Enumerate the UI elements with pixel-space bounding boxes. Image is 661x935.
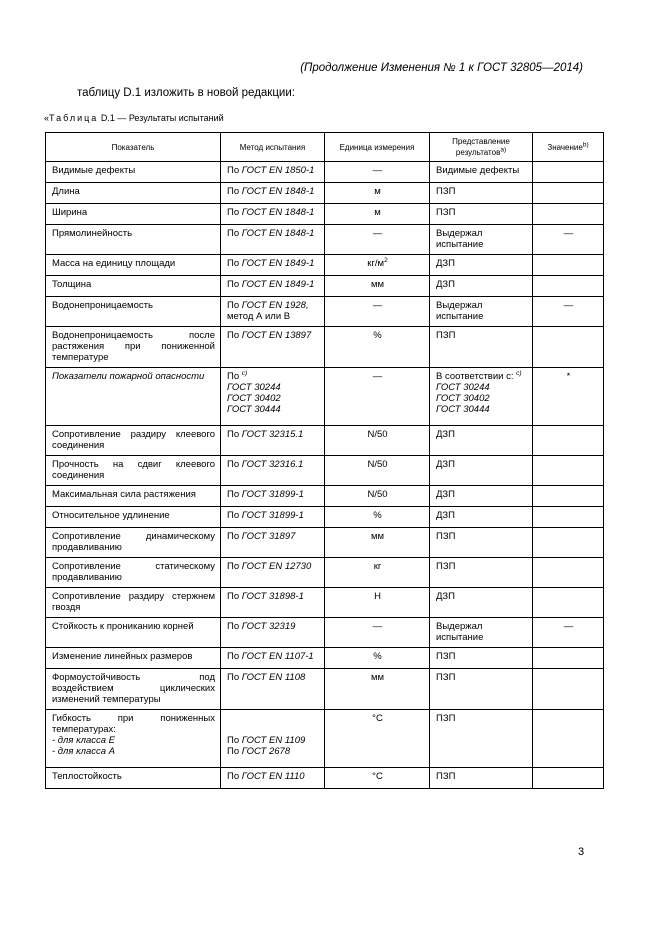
representation-cell (430, 528, 533, 558)
indicator-text: Ширина (52, 207, 88, 218)
table-caption: «Таблица D.1 — Результаты испытаний (44, 113, 224, 123)
table-row (46, 297, 604, 327)
value-cell (533, 588, 604, 618)
unit-cell (325, 507, 430, 528)
method-cell (221, 225, 325, 255)
unit-text: м (374, 186, 381, 197)
table-row (46, 618, 604, 648)
method-cell (221, 255, 325, 276)
representation-text: Видимые дефекты (436, 165, 520, 176)
indicator-subtext: - для класса А (52, 746, 116, 757)
value-cell (533, 183, 604, 204)
method-standard: ГОСТ 30244 (227, 382, 281, 393)
method-cell (221, 297, 325, 327)
method-cell (221, 426, 325, 456)
unit-text: % (373, 330, 382, 341)
value-cell (533, 368, 604, 426)
representation-text: ПЗП (436, 186, 456, 197)
representation-text: ПЗП (436, 561, 456, 572)
value-cell (533, 426, 604, 456)
method-cell (221, 162, 325, 183)
indicator-text: Сопротивление статическому продавливанию (52, 561, 215, 583)
indicator-text: Сопротивление раздиру клеевого соединения (52, 429, 215, 451)
method-standard: ГОСТ EN 1108 (241, 672, 306, 683)
table-row (46, 276, 604, 297)
representation-text: ПЗП (436, 771, 456, 782)
method-standard: ГОСТ EN 1848-1 (241, 228, 315, 239)
value-cell (533, 618, 604, 648)
value-text: * (566, 371, 571, 382)
indicator-text: Водонепроницаемость после растяжения при пониженной температуре (52, 330, 215, 363)
value-cell (533, 225, 604, 255)
indicator-cell (46, 528, 221, 558)
unit-text: кг/м (367, 258, 385, 269)
value-cell (533, 710, 604, 768)
representation-cell (430, 204, 533, 225)
representation-text: Выдержал испытание (436, 228, 484, 250)
representation-text: Выдержал испытание (436, 300, 484, 322)
method-prefix: По (227, 279, 242, 290)
method-prefix: По (227, 735, 242, 746)
table-row (46, 255, 604, 276)
page-number: 3 (578, 846, 585, 858)
unit-cell (325, 456, 430, 486)
representation-text: ДЗП (436, 258, 455, 269)
unit-superscript: 2 (384, 256, 388, 264)
representation-cell (430, 768, 533, 789)
method-cell (221, 456, 325, 486)
results-table (45, 132, 604, 789)
unit-text: мм (370, 279, 385, 290)
method-standard: ГОСТ 31899-1 (241, 489, 304, 500)
representation-text: ПЗП (436, 330, 456, 341)
indicator-cell (46, 204, 221, 225)
table-row (46, 710, 604, 768)
document-header: (Продолжение Изменения № 1 к ГОСТ 32805—2014) (300, 62, 583, 74)
method-prefix: По (227, 330, 242, 341)
unit-text: N/50 (367, 489, 388, 500)
method-standard: ГОСТ EN 1848-1 (241, 186, 315, 197)
indicator-cell (46, 368, 221, 426)
method-prefix: По (227, 228, 242, 239)
value-cell (533, 276, 604, 297)
unit-text: мм (370, 672, 385, 683)
unit-cell (325, 669, 430, 710)
unit-cell (325, 486, 430, 507)
representation-text: ДЗП (436, 510, 455, 521)
method-cell (221, 486, 325, 507)
method-prefix: По (227, 531, 242, 542)
method-standard: ГОСТ 32319 (241, 621, 296, 632)
method-prefix: По (227, 561, 242, 572)
indicator-text: Стойкость к прониканию корней (52, 621, 194, 632)
method-variant: метод А или В (227, 311, 291, 322)
indicator-cell (46, 327, 221, 368)
method-cell (221, 276, 325, 297)
method-cell (221, 368, 325, 426)
unit-cell (325, 426, 430, 456)
indicator-cell (46, 183, 221, 204)
method-cell (221, 558, 325, 588)
representation-text: Выдержал испытание (436, 621, 484, 643)
value-cell (533, 528, 604, 558)
unit-cell (325, 618, 430, 648)
method-cell (221, 588, 325, 618)
indicator-text: Теплостойкость (52, 771, 122, 782)
representation-text: ПЗП (436, 531, 456, 542)
representation-text: ПЗП (436, 713, 456, 724)
representation-text: ДЗП (436, 591, 455, 602)
unit-cell (325, 225, 430, 255)
value-cell (533, 669, 604, 710)
indicator-text: Масса на единицу площади (52, 258, 176, 269)
method-standard: ГОСТ EN 1850-1 (241, 165, 315, 176)
table-row (46, 204, 604, 225)
method-prefix: По (227, 510, 242, 521)
method-prefix: По (227, 207, 242, 218)
representation-text: ПЗП (436, 207, 456, 218)
representation-text: ДЗП (436, 279, 455, 290)
indicator-cell (46, 276, 221, 297)
method-prefix: По (227, 300, 242, 311)
indicator-cell (46, 710, 221, 768)
value-cell (533, 255, 604, 276)
indicator-text: Прочность на сдвиг клеевого соединения (52, 459, 215, 481)
indicator-cell (46, 669, 221, 710)
unit-text: % (373, 651, 382, 662)
representation-cell (430, 225, 533, 255)
unit-cell (325, 297, 430, 327)
col-header-method: Метод испытания (221, 133, 325, 162)
unit-cell (325, 648, 430, 669)
table-row (46, 368, 604, 426)
value-text: — (563, 228, 574, 239)
col-header-value: Значение$^{b)}$ (533, 133, 604, 162)
representation-cell (430, 710, 533, 768)
method-prefix: По (227, 489, 242, 500)
unit-cell (325, 710, 430, 768)
method-standard: ГОСТ 30444 (227, 404, 281, 415)
method-cell (221, 618, 325, 648)
unit-cell (325, 276, 430, 297)
table-row (46, 768, 604, 789)
method-cell (221, 327, 325, 368)
indicator-cell (46, 558, 221, 588)
unit-text: — (372, 300, 383, 311)
intro-text: таблицу D.1 изложить в новой редакции: (77, 87, 295, 99)
indicator-text: Формоустойчивость под воздействием циклических изменений температуры (52, 672, 215, 705)
value-text: — (563, 621, 574, 632)
indicator-text: Сопротивление динамическому продавливанию (52, 531, 215, 553)
unit-text: Н (374, 591, 381, 602)
value-cell (533, 558, 604, 588)
value-cell (533, 486, 604, 507)
method-prefix: По (227, 651, 242, 662)
unit-cell (325, 327, 430, 368)
method-cell (221, 183, 325, 204)
indicator-text: Толщина (52, 279, 92, 290)
unit-text: N/50 (367, 459, 388, 470)
indicator-text: Видимые дефекты (52, 165, 136, 176)
table-row (46, 588, 604, 618)
unit-text: мм (370, 531, 385, 542)
value-cell (533, 162, 604, 183)
indicator-text: Изменение линейных размеров (52, 651, 193, 662)
representation-cell (430, 618, 533, 648)
representation-cell (430, 183, 533, 204)
method-prefix: По (227, 165, 242, 176)
table-row (46, 528, 604, 558)
indicator-cell (46, 255, 221, 276)
unit-text: — (372, 621, 383, 632)
col-header-indicator: Показатель (46, 133, 221, 162)
method-standard: ГОСТ EN 1109 (241, 735, 306, 746)
representation-cell (430, 456, 533, 486)
value-cell (533, 768, 604, 789)
col-header-unit: Единица измерения (325, 133, 430, 162)
table-row (46, 426, 604, 456)
method-standard: ГОСТ 32315.1 (241, 429, 304, 440)
representation-cell (430, 368, 533, 426)
value-cell (533, 327, 604, 368)
method-standard: ГОСТ 30402 (227, 393, 281, 404)
method-standard: ГОСТ EN 13897 (241, 330, 312, 341)
method-prefix: По (227, 746, 242, 757)
unit-text: кг (373, 561, 382, 572)
method-standard: ГОСТ 2678 (241, 746, 291, 757)
indicator-cell (46, 648, 221, 669)
representation-cell (430, 255, 533, 276)
indicator-text: Гибкость при пониженных температурах: (52, 713, 215, 735)
method-standard: ГОСТ EN 1928, (241, 300, 309, 311)
representation-cell (430, 426, 533, 456)
method-prefix: По (227, 371, 242, 382)
indicator-text: Относительное удлинение (52, 510, 170, 521)
method-cell (221, 507, 325, 528)
indicator-subtext: - для класса Е (52, 735, 116, 746)
representation-cell (430, 588, 533, 618)
indicator-text: Прямолинейность (52, 228, 133, 239)
method-standard: ГОСТ 31897 (241, 531, 296, 542)
unit-text: м (374, 207, 381, 218)
indicator-cell (46, 297, 221, 327)
indicator-cell (46, 162, 221, 183)
representation-cell (430, 276, 533, 297)
indicator-cell (46, 486, 221, 507)
table-header-row (46, 133, 604, 162)
indicator-cell (46, 618, 221, 648)
unit-cell (325, 588, 430, 618)
representation-text: ДЗП (436, 429, 455, 440)
method-standard: ГОСТ EN 1110 (241, 771, 305, 782)
unit-cell (325, 528, 430, 558)
representation-cell (430, 162, 533, 183)
table-row (46, 486, 604, 507)
representation-standard: ГОСТ 30402 (436, 393, 490, 404)
value-cell (533, 648, 604, 669)
table-row (46, 183, 604, 204)
table-row (46, 225, 604, 255)
method-prefix: По (227, 672, 242, 683)
representation-text: ДЗП (436, 489, 455, 500)
unit-cell (325, 368, 430, 426)
unit-text: °С (372, 713, 383, 724)
method-standard: ГОСТ EN 1849-1 (241, 279, 315, 290)
unit-text: — (372, 165, 383, 176)
indicator-cell (46, 225, 221, 255)
method-standard: ГОСТ 32316.1 (241, 459, 304, 470)
unit-text: % (373, 510, 382, 521)
value-cell (533, 204, 604, 225)
representation-text: В соответствии с: (436, 371, 517, 382)
value-cell (533, 297, 604, 327)
representation-cell (430, 648, 533, 669)
method-cell (221, 204, 325, 225)
representation-cell (430, 558, 533, 588)
method-prefix: По (227, 459, 242, 470)
value-text: — (563, 300, 574, 311)
indicator-cell (46, 507, 221, 528)
table-row (46, 507, 604, 528)
representation-text: ДЗП (436, 459, 455, 470)
method-prefix: По (227, 429, 242, 440)
col-header-representation: Представление результатов$^{a)}$ (430, 133, 533, 162)
table-row (46, 558, 604, 588)
unit-cell (325, 162, 430, 183)
method-standard: ГОСТ EN 12730 (241, 561, 312, 572)
representation-cell (430, 297, 533, 327)
representation-standard: ГОСТ 30244 (436, 382, 490, 393)
representation-cell (430, 669, 533, 710)
value-cell (533, 507, 604, 528)
representation-footnote-ref: c) (516, 369, 522, 377)
indicator-cell (46, 768, 221, 789)
unit-cell (325, 768, 430, 789)
representation-cell (430, 507, 533, 528)
representation-text: ПЗП (436, 672, 456, 683)
indicator-text: Показатели пожарной опасности (52, 371, 205, 382)
table-row (46, 648, 604, 669)
unit-cell (325, 558, 430, 588)
method-cell (221, 768, 325, 789)
method-prefix: По (227, 771, 242, 782)
table-row (46, 669, 604, 710)
unit-text: °С (372, 771, 383, 782)
unit-cell (325, 183, 430, 204)
method-standard: ГОСТ 31898-1 (241, 591, 304, 602)
method-footnote-ref: c) (241, 369, 248, 377)
method-standard: ГОСТ 31899-1 (241, 510, 304, 521)
indicator-text: Водонепроницаемость (52, 300, 153, 311)
method-prefix: По (227, 258, 242, 269)
method-prefix: По (227, 186, 242, 197)
representation-cell (430, 327, 533, 368)
method-standard: ГОСТ EN 1849-1 (241, 258, 315, 269)
indicator-text: Максимальная сила растяжения (52, 489, 196, 500)
method-cell (221, 528, 325, 558)
method-prefix: По (227, 621, 242, 632)
representation-cell (430, 486, 533, 507)
indicator-text: Длина (52, 186, 80, 197)
representation-text: ПЗП (436, 651, 456, 662)
table-row (46, 162, 604, 183)
method-prefix: По (227, 591, 242, 602)
indicator-cell (46, 426, 221, 456)
unit-text: N/50 (367, 429, 388, 440)
indicator-cell (46, 456, 221, 486)
method-cell (221, 710, 325, 768)
representation-standard: ГОСТ 30444 (436, 404, 490, 415)
method-cell (221, 648, 325, 669)
method-standard: ГОСТ EN 1848-1 (241, 207, 315, 218)
indicator-text: Сопротивление раздиру стержнем гвоздя (52, 591, 215, 613)
unit-cell (325, 204, 430, 225)
unit-text: — (372, 228, 383, 239)
table-row (46, 327, 604, 368)
unit-cell (325, 255, 430, 276)
method-cell (221, 669, 325, 710)
table-row (46, 456, 604, 486)
unit-text: — (372, 371, 383, 382)
method-standard: ГОСТ EN 1107-1 (241, 651, 314, 662)
value-cell (533, 456, 604, 486)
indicator-cell (46, 588, 221, 618)
